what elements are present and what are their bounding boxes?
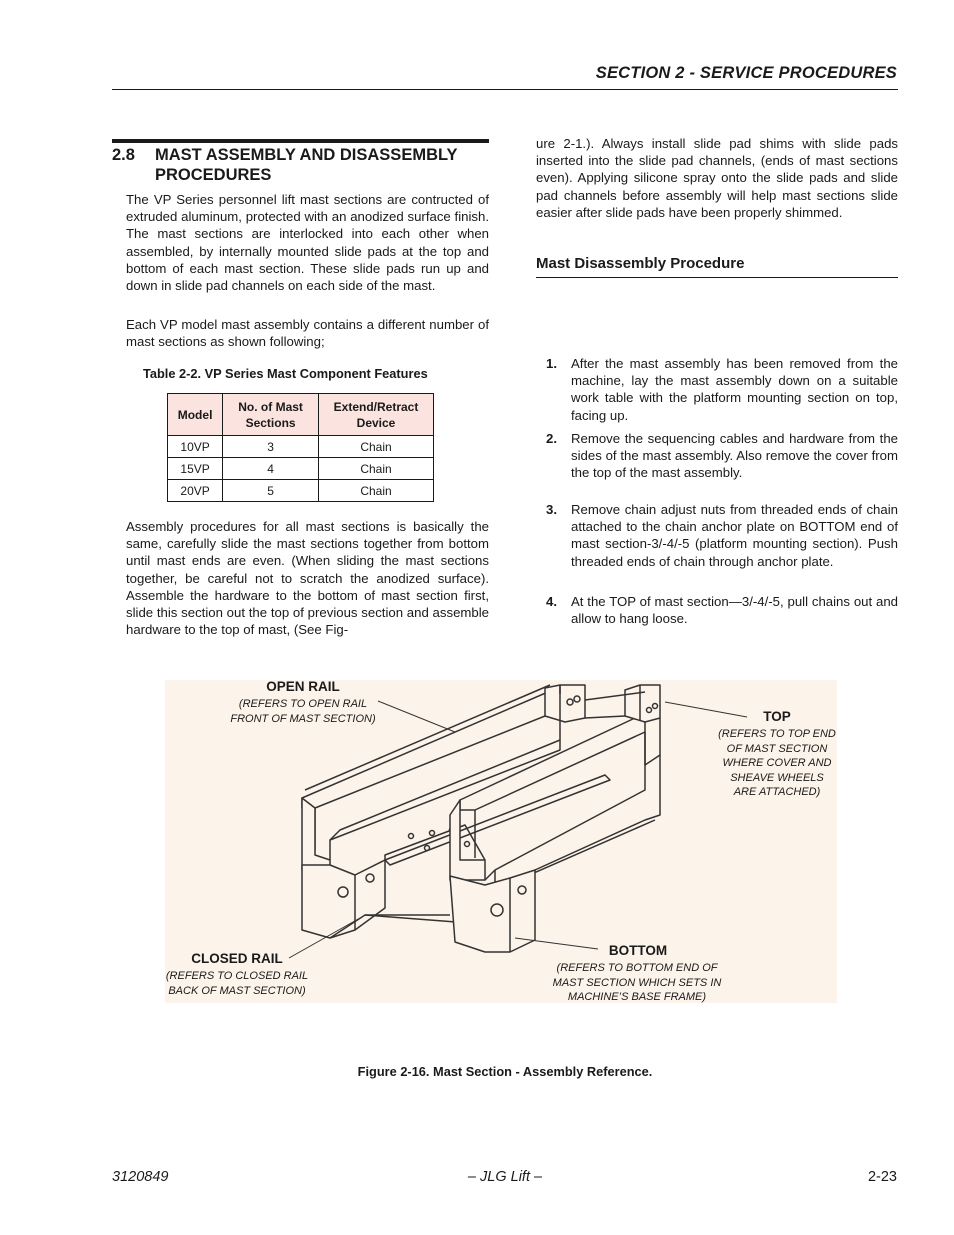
- top-desc: [707, 727, 847, 800]
- closed-rail-label: CLOSED RAIL: [191, 951, 283, 966]
- open-rail-desc: [213, 697, 393, 726]
- table-row: [168, 480, 434, 502]
- mast-features-table: [167, 393, 434, 502]
- header-model: Model: [168, 394, 223, 436]
- bottom-label: BOTTOM: [608, 943, 668, 958]
- table-row: [168, 458, 434, 480]
- closed-rail-desc-line: BACK OF MAST SECTION): [168, 984, 306, 997]
- step-number: 3.: [546, 502, 557, 517]
- header-device: Extend/Retract Device: [319, 394, 434, 436]
- cell-model: 15VP: [168, 458, 223, 480]
- top-label: TOP: [763, 709, 791, 724]
- open-rail-desc-line: FRONT OF MAST SECTION): [230, 712, 376, 725]
- bottom-desc-line: MACHINE’S BASE FRAME): [567, 991, 707, 1003]
- figure-caption: Figure 2-16. Mast Section - Assembly Reference.: [357, 1064, 653, 1079]
- step-text: After the mast assembly has been removed from the machine, lay the mast assembly down on a suitable work table with the platform mounting section on top, facing up.: [571, 356, 898, 423]
- cell-model: 20VP: [168, 480, 223, 502]
- footer-center: – JLG Lift –: [467, 1169, 543, 1185]
- sections-paragraph: Each VP model mast assembly contains a different number of mast sections as shown following;: [126, 317, 489, 350]
- header-rule: [112, 89, 898, 90]
- bottom-desc-line: MAST SECTION WHICH SETS IN: [552, 976, 722, 989]
- assembly-paragraph-part2: ure 2-1.). Always install slide pad shims with slide pads inserted into the slide pad channels, (ends of mast sections even). Applying silicone spray onto the slide pads and slide pad channels before assembly will help mast sections slide easier after slide pads have been properly shimmed.: [536, 136, 898, 220]
- step-text: Remove chain adjust nuts from threaded ends of chain attached to the chain anchor plate on BOTTOM end of mast section-3/-4/-5 (platform mounting section). Push threaded ends of chain through anchor plate.: [571, 502, 898, 569]
- intro-paragraph: The VP Series personnel lift mast sections are contructed of extruded aluminum, protected with an anodized surface finish. The mast sections are interlocked into each other when assembled, by internally mounted slide pads at the top and bottom of each mast section. These slide pads run up and down in slide pad channels on each side of the mast.: [126, 192, 489, 294]
- disassembly-rule: [536, 277, 898, 278]
- top-desc-line: (REFERS TO TOP END: [718, 728, 836, 740]
- cell-model: 10VP: [168, 436, 223, 458]
- table-row: [168, 436, 434, 458]
- cell-device: Chain: [319, 480, 434, 502]
- closed-rail-desc: [152, 969, 322, 998]
- cell-device: Chain: [319, 458, 434, 480]
- closed-rail-desc-line: (REFERS TO CLOSED RAIL: [165, 970, 309, 982]
- cell-sections: 3: [223, 436, 319, 458]
- section-number: 2.8: [112, 146, 135, 164]
- top-desc-line: OF MAST SECTION: [726, 742, 828, 755]
- table-caption: Table 2-2. VP Series Mast Component Features: [143, 366, 428, 381]
- top-desc-line: ARE ATTACHED): [733, 786, 821, 798]
- step-number: 4.: [546, 594, 557, 609]
- cell-sections: 4: [223, 458, 319, 480]
- header-sections: No. of Mast Sections: [223, 394, 319, 436]
- step-number: 2.: [546, 431, 557, 446]
- top-desc-line: WHERE COVER AND: [722, 757, 832, 769]
- step-text: Remove the sequencing cables and hardware from the sides of the mast assembly. Also remove the cover from the top of the mast assembly.: [571, 431, 898, 481]
- top-leader: [665, 702, 747, 717]
- section-header: SECTION 2 - SERVICE PROCEDURES: [595, 64, 897, 82]
- bottom-desc-line: (REFERS TO BOTTOM END OF: [556, 962, 718, 974]
- assembly-paragraph-part1: Assembly procedures for all mast sections is basically the same, carefully slide the mast sections together from bottom until mast ends are even. (When sliding the mast sections together, be careful not to scratch the anodized surface). Assemble the hardware to the bottom of mast section first, slide this section out the top of previous section and assemble hardware to the top of mast, (See Fig-: [126, 519, 489, 638]
- bottom-desc: [542, 961, 732, 1005]
- doc-number: 3120849: [112, 1169, 169, 1185]
- step-number: 1.: [546, 356, 557, 371]
- section-rule: [112, 139, 489, 143]
- table-header-row: [168, 394, 434, 436]
- page-number: 2-23: [867, 1169, 897, 1185]
- top-desc-line: SHEAVE WHEELS: [730, 771, 824, 784]
- open-rail-label: OPEN RAIL: [266, 679, 340, 694]
- disassembly-title: Mast Disassembly Procedure: [536, 255, 745, 272]
- cell-sections: 5: [223, 480, 319, 502]
- open-rail-desc-line: (REFERS TO OPEN RAIL: [238, 698, 368, 710]
- section-title-text: MAST ASSEMBLY AND DISASSEMBLY PROCEDURES: [155, 146, 458, 184]
- cell-device: Chain: [319, 436, 434, 458]
- step-text: At the TOP of mast section—3/-4/-5, pull chains out and allow to hang loose.: [571, 594, 898, 627]
